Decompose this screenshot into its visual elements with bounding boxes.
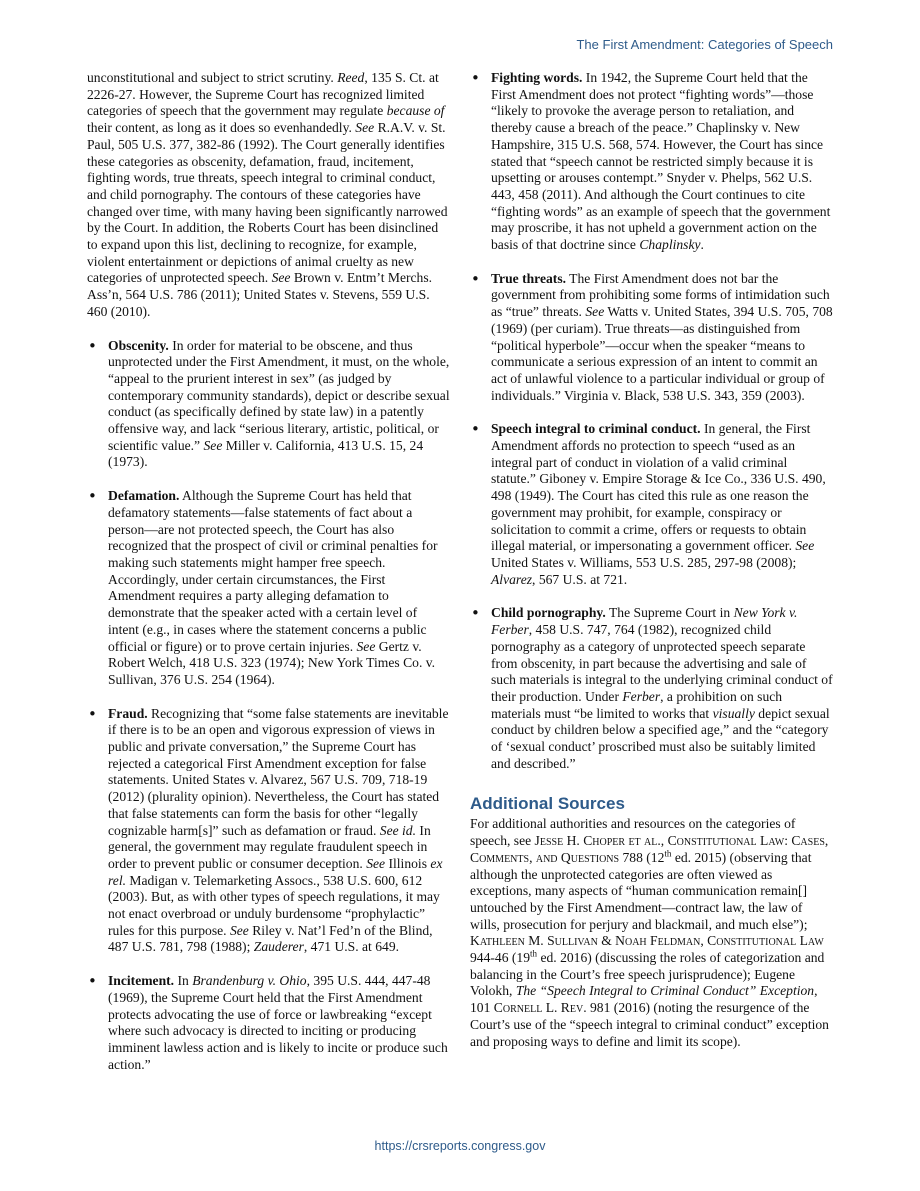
category-defamation: • Defamation. Although the Supreme Court has held that defamatory statements—false statements of fact about a person—are not protected speech, the Court has also recognized that the prospect of civil or criminal penalties for making such statements might hamper free speech. Accordingly, under certain circumstances, the First Amendment requires a party alleging defamation to demonstrate that the speaker acted with a certain level of intent (e.g., in cases where the statement concerns a public official or figure) or to prove certain injuries. See Gertz v. Robert Welch, 418 U.S. 323 (1974); New York Times Co. v. Sullivan, 376 U.S. 254 (1964). — [87, 488, 450, 688]
category-true-threats: • True threats. The First Amendment does not bar the government from prohibiting some forms of intimidation such as “true” threats. See Watts v. United States, 394 U.S. 705, 708 (1969) (per curiam). True threats—as distinguished from “political hyperbole”—occur when the speaker “means to communicate a serious expression of an intent to commit an act of unlawful violence to a particular individual or group of individuals.” Virginia v. Black, 538 U.S. 343, 359 (2003). — [470, 271, 833, 405]
running-header-title: The First Amendment: Categories of Speech — [576, 37, 833, 52]
category-child-pornography: • Child pornography. The Supreme Court in New York v. Ferber, 458 U.S. 747, 764 (1982), recognized child pornography as a category of unprotected speech separate from obscenity, in part because the advertising and sale of such materials is integral to the underlying criminal conduct of their production. Under Ferber, a prohibition on such materials must “be limited to works that visually depict sexual conduct by children below a specified age,” and the “category of ‘sexual conduct’ proscribed must also be suitably limited and described.” — [470, 605, 833, 772]
right-column — [470, 70, 833, 1050]
category-title: Obscenity. — [108, 337, 169, 353]
additional-sources-heading: Additional Sources — [470, 794, 625, 814]
category-title: Incitement. — [108, 973, 175, 989]
footer-url-link[interactable]: https://crsreports.congress.gov — [374, 1139, 546, 1153]
category-obscenity: • Obscenity. In order for material to be obscene, and thus unprotected under the First Amendment, it must, on the whole, “appeal to the prurient interest in sex” (as judged by contemporary community standards), depict or describe sexual conduct (as specifically defined by state law) in a patently offensive way, and lack “serious literary, artistic, political, or scientific value.” See Miller v. California, 413 U.S. 15, 24 (1973). — [87, 338, 450, 472]
left-column — [87, 70, 450, 1090]
category-fraud: • Fraud. Recognizing that “some false statements are inevitable if there is to be an open and vigorous expression of views in public and private conversation,” the Supreme Court has rejected a categorical First Amendment exception for false statements. United States v. Alvarez, 567 U.S. 709, 718-19 (2012) (plurality opinion). Nevertheless, the Court has stated that false statements can form the basis for other “legally cognizable harm[s]” such as defamation or fraud. See id. In general, the government may regulate fraudulent speech in order to prevent public or consumer deception. See Illinois ex rel. Madigan v. Telemarketing Assocs., 538 U.S. 600, 612 (2003). But, as with other types of speech regulations, it may not enact overbroad or unduly burdensome “prophylactic” rules for this purpose. See Riley v. Nat’l Fed’n of the Blind, 487 U.S. 781, 798 (1988); Zauderer, 471 U.S. at 649. — [87, 706, 450, 957]
category-incitement: • Incitement. In Brandenburg v. Ohio, 395 U.S. 444, 447-48 (1969), the Supreme Court held that the First Amendment protects advocating the use of force or lawbreaking “except where such advocacy is directed to inciting or producing imminent lawless action and is likely to incite or produce such action.” — [87, 973, 450, 1073]
category-title: Defamation. — [108, 488, 180, 504]
category-title: Fighting words. — [491, 70, 583, 85]
category-title: Child pornography. — [491, 605, 606, 621]
category-list-left — [87, 338, 450, 1074]
category-list-right — [470, 70, 833, 772]
category-title: Fraud. — [108, 705, 148, 721]
category-title: True threats. — [491, 270, 567, 286]
category-title: Speech integral to criminal conduct. — [491, 421, 701, 437]
category-fighting-words: • Fighting words. In 1942, the Supreme Court held that the First Amendment does not protect “fighting words”—those “likely to provoke the average person to retaliation, and thereby cause a breach of the peace.” Chaplinsky v. New Hampshire, 315 U.S. 568, 574. However, the Court has since stated that “speech cannot be restricted simply because it is upsetting or arouses contempt.” Snyder v. Phelps, 562 U.S. 443, 458 (2011). And although the Court continues to cite “fighting words” as an example of speech that the government may proscribe, it has not upheld a government action on the basis of that doctrine since Chaplinsky. — [470, 70, 833, 254]
category-speech-integral: • Speech integral to criminal conduct. In general, the First Amendment affords no protection to speech “used as an integral part of conduct in violation of a valid criminal statute.” Giboney v. Empire Storage & Ice Co., 336 U.S. 490, 498 (1949). The Court has cited this rule as one reason the government may prohibit, for example, conspiracy or solicitation to commit a crime, offers or requests to obtain illegal material, or impersonating a government officer. See United States v. Williams, 553 U.S. 285, 297-98 (2008); Alvarez, 567 U.S. at 721. — [470, 421, 833, 588]
intro-paragraph: unconstitutional and subject to strict scrutiny. Reed, 135 S. Ct. at 2226-27. However, the Supreme Court has recognized limited categories of speech that the government may regulate because of their content, as long as it does so evenhandedly. See R.A.V. v. St. Paul, 505 U.S. 377, 382-86 (1992). The Court generally identifies these categories as obscenity, defamation, fraud, incitement, fighting words, true threats, speech integral to criminal conduct, and child pornography. The contours of these categories have changed over time, with many having been significantly narrowed by the Court. In addition, the Roberts Court has been disinclined to expand upon this list, declining to recognize, for example, violent entertainment or depictions of animal cruelty as new categories of unprotected speech. See Brown v. Entm’t Merchs. Ass’n, 564 U.S. 786 (2011); United States v. Stevens, 559 U.S. 460 (2010). — [87, 70, 448, 319]
additional-sources-paragraph: For additional authorities and resources on the categories of speech, see Jesse H. Choper et al., Constitutional Law: Cases, Comments, and Questions 788 (12th ed. 2015) (observing that although the unprotected categories are often viewed as exceptions, many aspects of “human communication remain[] untouched by the First Amendment—contract law, the law of wills, prosecution for perjury and blackmail, and much else”); Kathleen M. Sullivan & Noah Feldman, Constitutional Law 944-46 (19th ed. 2016) (discussing the roles of categorization and balancing in the Court’s free speech jurisprudence); Eugene Volokh, The “Speech Integral to Criminal Conduct” Exception, 101 Cornell L. Rev. 981 (2016) (noting the resurgence of the Court’s use of the “speech integral to criminal conduct” exception and proposing ways to define and limit its scope). — [470, 816, 829, 1049]
